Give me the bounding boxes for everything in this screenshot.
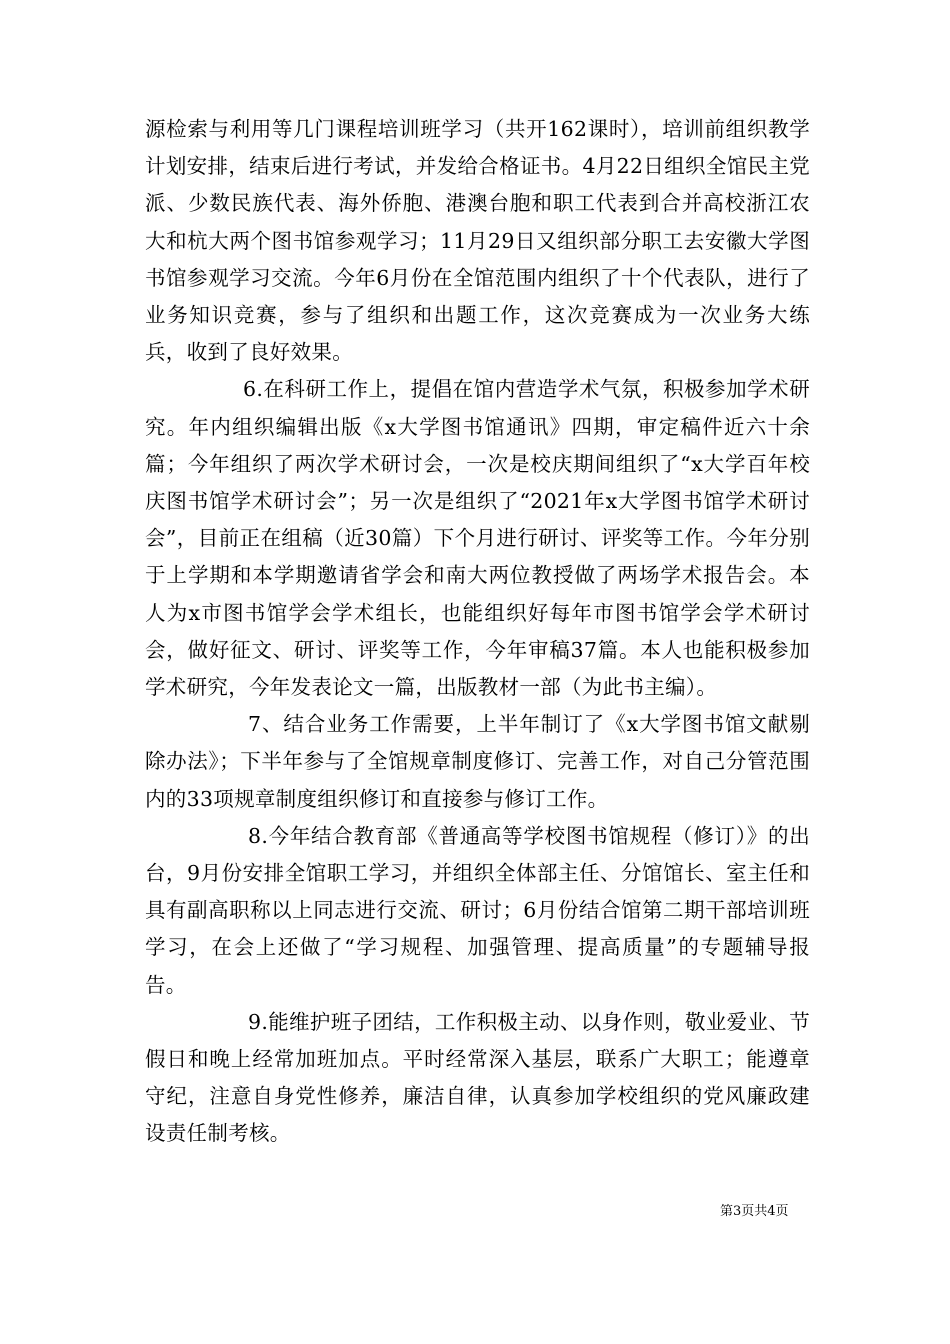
page-number: 第3页共4页 — [720, 1204, 789, 1219]
paragraph-continued: 源检索与利用等几门课程培训班学习（共开162课时），培训前组织教学计划安排，结束后进行考试，并发给合格证书。4月22日组织全馆民主党派、少数民族代表、海外侨胞、港澳台胞和职工代表到合并高校浙江农大和杭大两个图书馆参观学习；11月29日又组织部分职工去安徽大学图书馆参观学习交流。今年6月份在全馆范围内组织了十个代表队，进行了业务知识竞赛，参与了组织和出题工作，这次竞赛成为一次业务大练兵，收到了良好效果。 — [145, 117, 810, 365]
document-body — [145, 111, 810, 1153]
paragraph-item-8: 8.今年结合教育部《普通高等学校图书馆规程（修订）》的出台，9月份安排全馆职工学习，并组织全体部主任、分馆馆长、室主任和具有副高职称以上同志进行交流、研讨；6月份结合馆第二期干部培训班学习，在会上还做了“学习规程、加强管理、提高质量”的专题辅导报告。 — [145, 823, 810, 997]
paragraph-item-7: 7、结合业务工作需要，上半年制订了《x大学图书馆文献剔除办法》；下半年参与了全馆规章制度修订、完善工作，对自己分管范围内的33项规章制度组织修订和直接参与修订工作。 — [145, 712, 810, 811]
paragraph-item-6: 6.在科研工作上，提倡在馆内营造学术气氛，积极参加学术研究。年内组织编辑出版《x大学图书馆通讯》四期，审定稿件近六十余篇；今年组织了两次学术研讨会，一次是校庆期间组织了“x大学百年校庆图书馆学术研讨会”；另一次是组织了“2021年x大学图书馆学术研讨会”，目前正在组稿（近30篇）下个月进行研讨、评奖等工作。今年分别于上学期和本学期邀请省学会和南大两位教授做了两场学术报告会。本人为x市图书馆学会学术组长，也能组织好每年市图书馆学会学术研讨会，做好征文、研讨、评奖等工作，今年审稿37篇。本人也能积极参加学术研究，今年发表论文一篇，出版教材一部（为此书主编）。 — [145, 377, 810, 700]
paragraph-item-9: 9.能维护班子团结，工作积极主动、以身作则，敬业爱业、节假日和晚上经常加班加点。平时经常深入基层，联系广大职工；能遵章守纪，注意自身党性修养，廉洁自律，认真参加学校组织的党风廉政建设责任制考核。 — [145, 1009, 810, 1146]
